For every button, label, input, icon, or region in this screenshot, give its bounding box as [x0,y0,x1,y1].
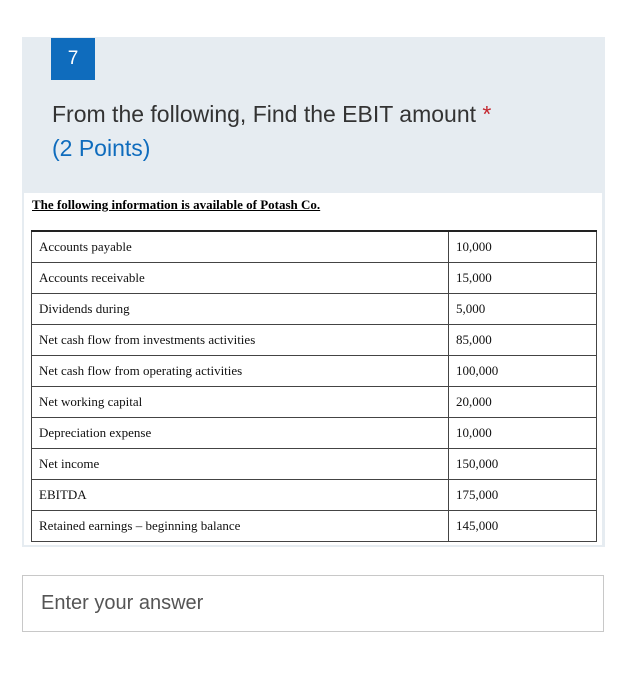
table-row [32,387,597,418]
table-row [32,418,597,449]
row-value: 10,000 [449,418,597,449]
row-value: 20,000 [449,387,597,418]
question-image [24,193,602,545]
table-caption: The following information is available of Potash Co. [32,197,321,212]
table-row [32,449,597,480]
required-marker: * [482,101,492,127]
row-label: Dividends during [32,294,449,325]
row-label: Net cash flow from operating activities [32,356,449,387]
financial-info-table [31,230,597,542]
row-value: 150,000 [449,449,597,480]
row-label: Net income [32,449,449,480]
row-value: 15,000 [449,263,597,294]
row-label: EBITDA [32,480,449,511]
row-value: 175,000 [449,480,597,511]
table-row [32,294,597,325]
table-row [32,231,597,263]
answer-input[interactable] [22,575,604,632]
row-value: 145,000 [449,511,597,542]
row-label: Net cash flow from investments activities [32,325,449,356]
question-number-badge: 7 [51,38,95,80]
table-row [32,263,597,294]
table-row [32,356,597,387]
row-value: 85,000 [449,325,597,356]
row-value: 100,000 [449,356,597,387]
row-label: Depreciation expense [32,418,449,449]
question-title [52,97,592,165]
table-row [32,480,597,511]
table-row [32,511,597,542]
row-label: Net working capital [32,387,449,418]
question-points: (2 Points) [52,135,151,161]
question-card [22,37,605,547]
row-label: Accounts payable [32,231,449,263]
row-value: 5,000 [449,294,597,325]
row-value: 10,000 [449,231,597,263]
row-label: Retained earnings – beginning balance [32,511,449,542]
row-label: Accounts receivable [32,263,449,294]
table-row [32,325,597,356]
question-text: From the following, Find the EBIT amount [52,101,476,127]
